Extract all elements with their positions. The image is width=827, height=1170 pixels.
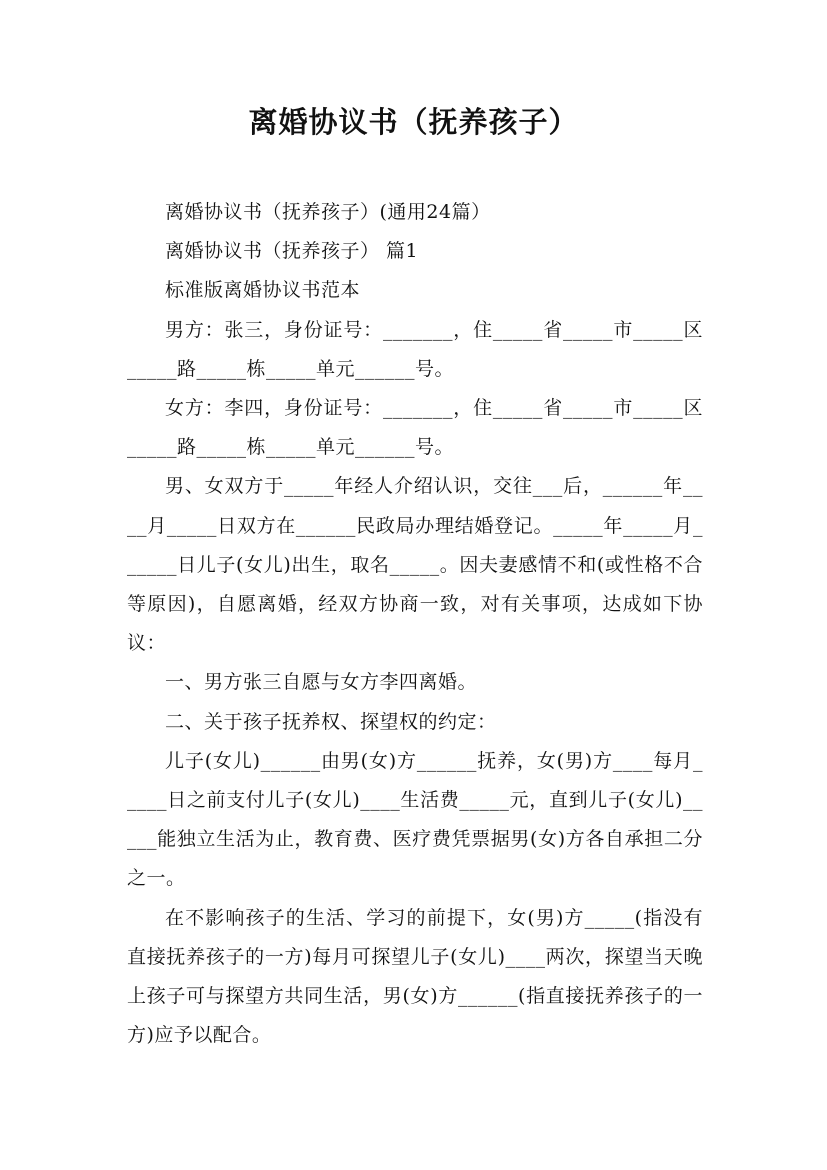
paragraph-visitation: 在不影响孩子的生活、学习的前提下，女(男)方_____(指没有直接抚养孩子的一方)每月可探望儿子(女儿)____两次，探望当天晚上孩子可与探望方共同生活，男(女)方______(指直接抚养孩子的一方)应予以配合。	[127, 906, 703, 1047]
paragraph-series-heading: 离婚协议书（抚养孩子）(通用24篇）	[165, 201, 491, 223]
paragraph-clause-2-heading: 二、关于孩子抚养权、探望权的约定：	[165, 710, 497, 733]
paragraph-custody-support: 儿子(女儿)______由男(女)方______抚养，女(男)方____每月_____日之前支付儿子(女儿)____生活费_____元，直到儿子(女儿)_____能独立生活为止，教育费、医疗费凭票据男(女)方各自承担二分之一。	[127, 749, 703, 890]
document-body	[127, 193, 703, 1055]
paragraph-article-heading: 离婚协议书（抚养孩子） 篇1	[165, 240, 419, 263]
paragraph-male-party: 男方：张三，身份证号：_______，住_____省_____市_____区_____路_____栋_____单元______号。	[127, 318, 703, 380]
document-title: 离婚协议书（抚养孩子）	[248, 105, 579, 139]
paragraph-background: 男、女双方于_____年经人介绍认识，交往___后，______年____月_____日双方在______民政局办理结婚登记。_____年_____月______日儿子(女儿)出生，取名_____。因夫妻感情不和(或性格不合等原因)，自愿离婚，经双方协商一致，对有关事项，达成如下协议：	[127, 475, 703, 655]
paragraph-female-party: 女方：李四，身份证号：_______，住_____省_____市_____区_____路_____栋_____单元______号。	[127, 397, 703, 459]
paragraph-clause-1: 一、男方张三自愿与女方李四离婚。	[165, 671, 478, 694]
paragraph-template-name: 标准版离婚协议书范本	[165, 279, 361, 302]
